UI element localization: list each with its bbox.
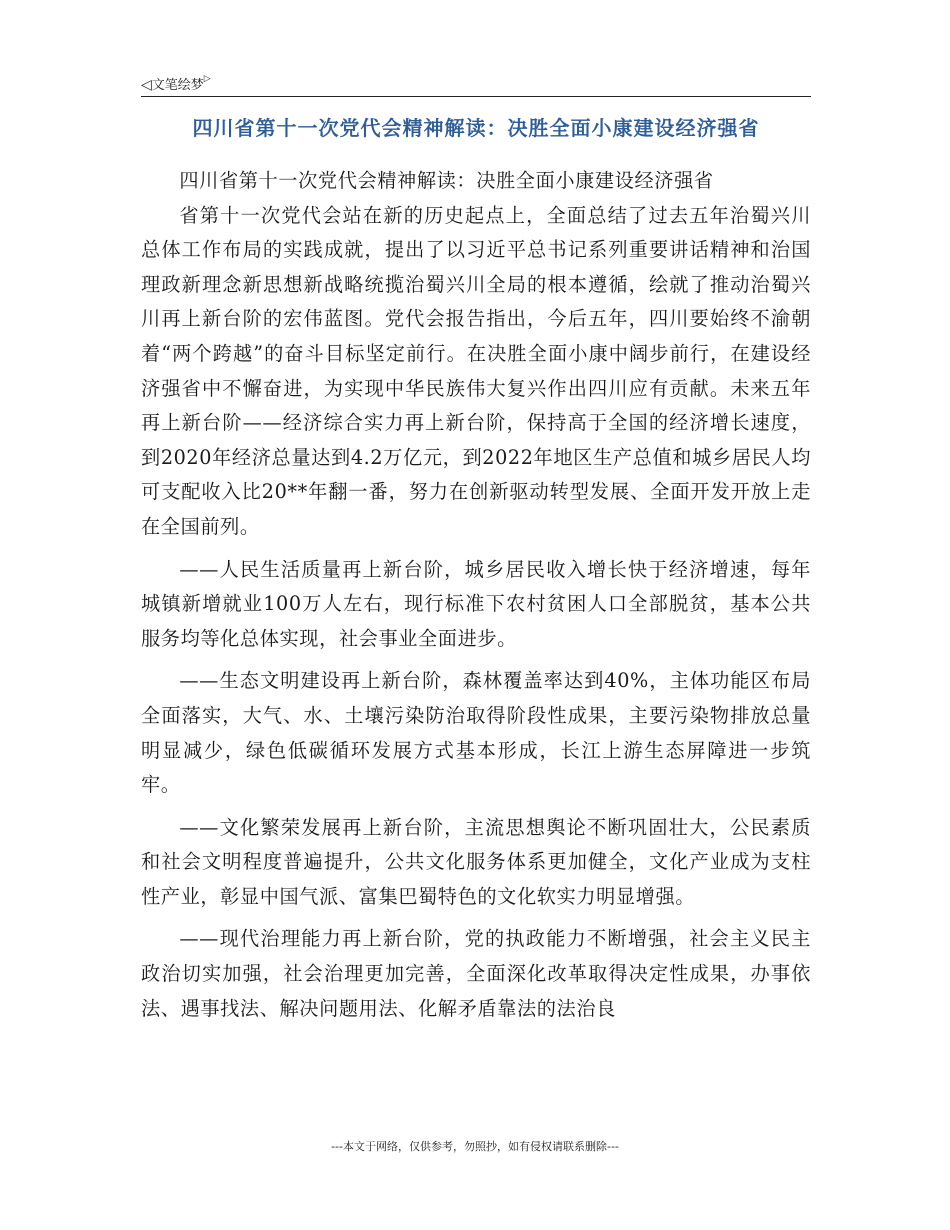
paragraph: ——人民生活质量再上新台阶，城乡居民收入增长快于经济增速，每年城镇新增就业100万人左右，现行标准下农村贫困人口全部脱贫，基本公共服务均等化总体实现，社会事业全面进步。 — [141, 557, 811, 650]
brand-text: 文笔绘梦 — [151, 78, 204, 93]
paragraph: 省第十一次党代会站在新的历史起点上，全面总结了过去五年治蜀兴川总体工作布局的实践成就，提出了以习近平总书记系列重要讲话精神和治国理政新理念新思想新战略统揽治蜀兴川全局的根本遵循，绘就了推动治蜀兴川再上新台阶的宏伟蓝图。党代会报告指出，今后五年，四川要始终不渝朝着“两个跨越”的奋斗目标坚定前行。在决胜全面小康中阔步前行，在建设经济强省中不懈奋进，为实现中华民族伟大复兴作出四川应有贡献。未来五年再上新台阶——经济综合实力再上新台阶，保持高于全国的经济增长速度，到2020年经济总量达到4.2万亿元，到2022年地区生产总值和城乡居民人均可支配收入比20**年翻一番，努力在创新驱动转型发展、全面开发开放上走在全国前列。 — [141, 203, 811, 538]
left-triangle-icon: ◁ — [141, 77, 152, 93]
brand-mark — [141, 74, 211, 93]
paragraph: ——生态文明建设再上新台阶，森林覆盖率达到40%，主体功能区布局全面落实，大气、水、土壤污染防治取得阶段性成果，主要污染物排放总量明显减少，绿色低碳循环发展方式基本形成，长江上游生态屏障进一步筑牢。 — [141, 669, 811, 797]
page-footer: ---本文于网络，仅供参考，勿照抄，如有侵权请联系删除--- — [331, 1140, 619, 1153]
page-header — [141, 72, 811, 97]
paragraph: ——文化繁荣发展再上新台阶，主流思想舆论不断巩固壮大，公民素质和社会文明程度普遍提升，公共文化服务体系更加健全，文化产业成为支柱性产业，彰显中国气派、富集巴蜀特色的文化软实力明显增强。 — [141, 815, 811, 908]
document-body — [141, 164, 811, 1026]
paragraph: ——现代治理能力再上新台阶，党的执政能力不断增强，社会主义民主政治切实加强，社会治理更加完善，全面深化改革取得决定性成果，办事依法、遇事找法、解决问题用法、化解矛盾靠法的法治良 — [141, 927, 811, 1020]
right-triangle-icon: ▷ — [203, 74, 211, 84]
document-title: 四川省第十一次党代会精神解读：决胜全面小康建设经济强省 — [192, 116, 760, 140]
paragraph-subtitle: 四川省第十一次党代会精神解读：决胜全面小康建设经济强省 — [179, 169, 714, 192]
